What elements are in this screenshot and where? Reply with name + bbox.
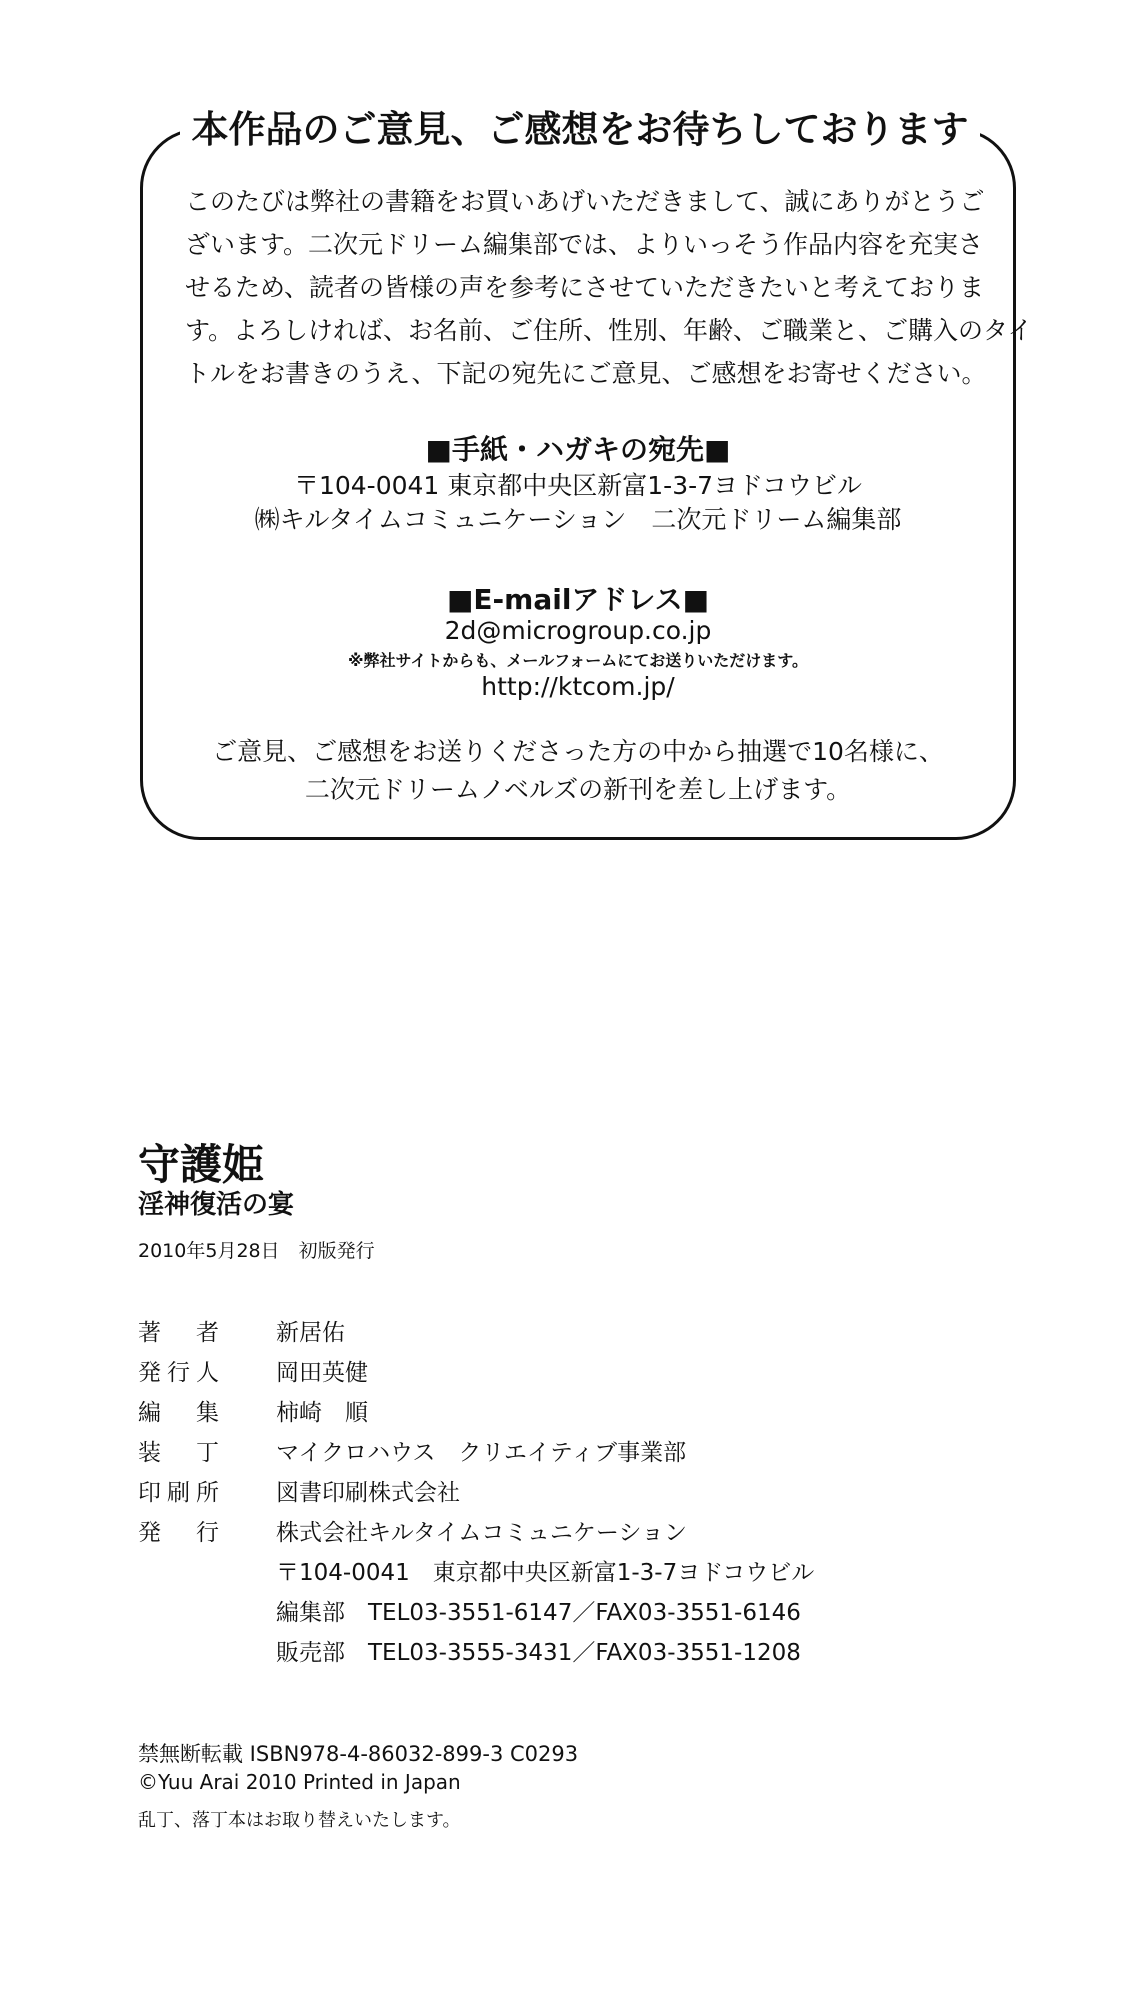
credit-row-editor	[138, 1394, 368, 1430]
credit-value: 岡田英健	[276, 1360, 368, 1386]
credit-label: 編 集	[138, 1400, 225, 1426]
email-heading: ■E-mailアドレス■	[446, 583, 710, 616]
credit-value: 柿崎 順	[276, 1400, 368, 1426]
credit-value: 図書印刷株式会社	[276, 1480, 460, 1506]
credit-row-publisher-person	[138, 1354, 368, 1390]
publisher-address: 〒104-0041 東京都中央区新富1-3-7ヨドコウビル	[276, 1560, 815, 1586]
copyright: ©Yuu Arai 2010 Printed in Japan	[138, 1770, 461, 1794]
publish-date: 2010年5月28日 初版発行	[138, 1240, 375, 1262]
editorial-contact: 編集部 TEL03-3551-6147／FAX03-3551-6146	[276, 1600, 801, 1626]
mail-company: ㈱キルタイムコミュニケーション 二次元ドリーム編集部	[254, 505, 902, 534]
credit-label: 印刷所	[138, 1480, 225, 1506]
credit-row-publisher	[138, 1514, 687, 1550]
credit-label: 装 丁	[138, 1440, 225, 1466]
replacement-note: 乱丁、落丁本はお取り替えいたします。	[138, 1810, 461, 1831]
intro-line: トルをお書きのうえ、下記の宛先にご意見、ご感想をお寄せください。	[185, 359, 987, 388]
mail-heading: ■手紙・ハガキの宛先■	[425, 433, 731, 466]
feedback-intro	[185, 180, 1033, 395]
intro-line: す。よろしければ、お名前、ご住所、性別、年齢、ご職業と、ご購入のタイ	[185, 316, 1033, 345]
credit-row-printer	[138, 1474, 460, 1510]
credit-value: 新居佑	[276, 1320, 345, 1346]
website-link[interactable]: http://ktcom.jp/	[481, 672, 675, 701]
prize-line: ご意見、ご感想をお送りくださった方の中から抽選で10名様に、	[212, 737, 944, 766]
intro-line: このたびは弊社の書籍をお買いあげいただきまして、誠にありがとうご	[185, 187, 985, 216]
prize-line: 二次元ドリームノベルズの新刊を差し上げます。	[304, 775, 852, 804]
feedback-box-title: 本作品のご意見、ご感想をお待ちしております	[180, 100, 980, 160]
book-subtitle: 淫神復活の宴	[138, 1190, 295, 1220]
intro-line: ざいます。二次元ドリーム編集部では、よりいっそう作品内容を充実さ	[185, 230, 984, 259]
intro-line: せるため、読者の皆様の声を参考にさせていただきたいと考えておりま	[185, 273, 985, 302]
credit-row-design	[138, 1434, 686, 1470]
email-address[interactable]: 2d@microgroup.co.jp	[444, 616, 712, 645]
credit-label: 著 者	[138, 1320, 225, 1346]
credit-value: マイクロハウス クリエイティブ事業部	[276, 1440, 687, 1466]
book-title: 守護姫	[138, 1140, 265, 1189]
isbn-line: 禁無断転載 ISBN978-4-86032-899-3 C0293	[138, 1742, 579, 1766]
email-note: ※弊社サイトからも、メールフォームにてお送りいただけます。	[347, 651, 809, 670]
mail-address: 〒104-0041 東京都中央区新富1-3-7ヨドコウビル	[293, 471, 863, 500]
credit-value: 株式会社キルタイムコミュニケーション	[276, 1520, 688, 1546]
credit-row-author	[138, 1314, 345, 1350]
credit-label: 発行人	[138, 1360, 225, 1386]
credit-label: 発 行	[138, 1520, 225, 1546]
sales-contact: 販売部 TEL03-3555-3431／FAX03-3551-1208	[276, 1640, 801, 1666]
